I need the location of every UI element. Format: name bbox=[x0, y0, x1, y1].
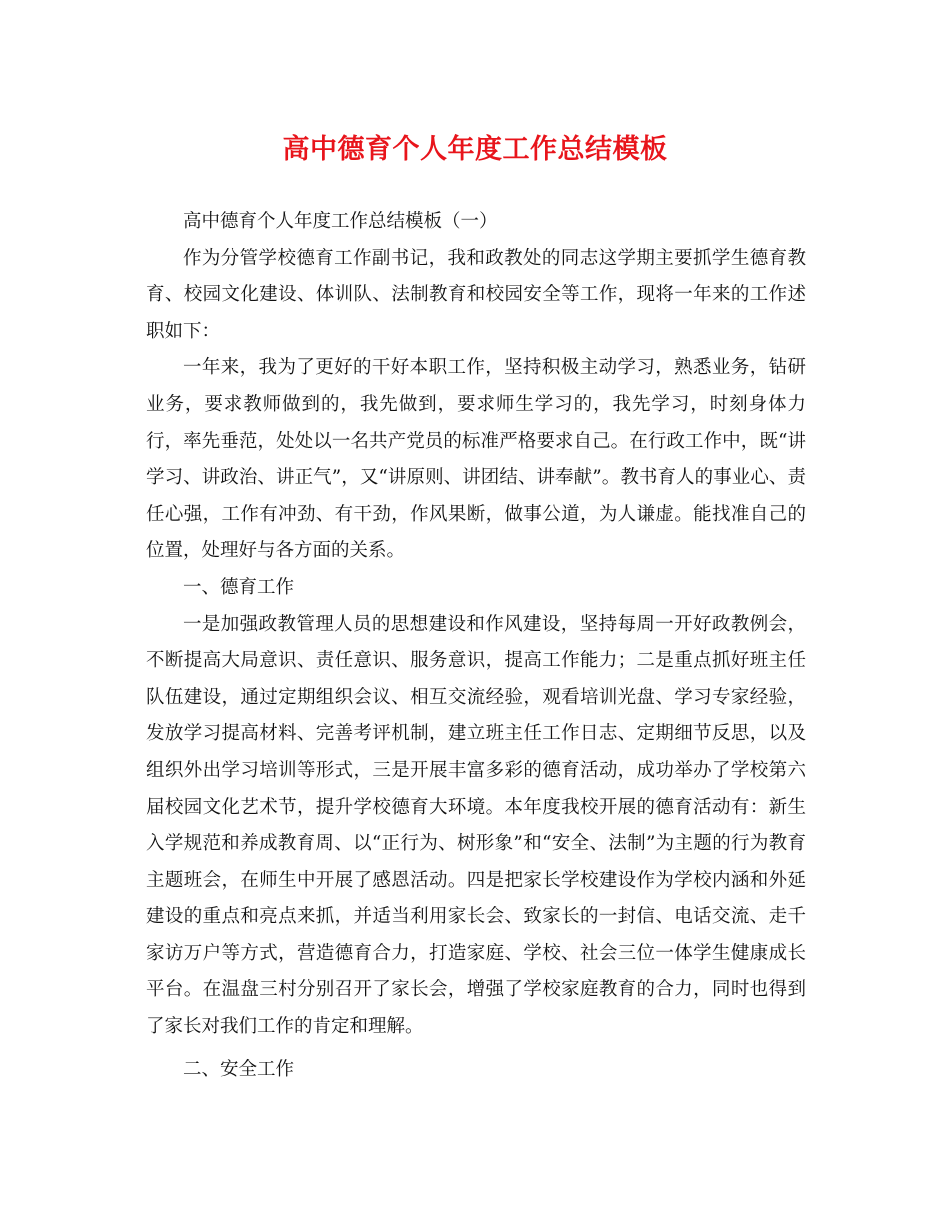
section-heading-moral-education: 一、德育工作 bbox=[183, 576, 295, 598]
subtitle-paragraph: 高中德育个人年度工作总结模板（一） bbox=[183, 211, 498, 232]
document-body bbox=[146, 204, 806, 1088]
document-title: 高中德育个人年度工作总结模板 bbox=[282, 134, 668, 165]
section-heading-safety: 二、安全工作 bbox=[183, 1058, 295, 1080]
moral-education-paragraph: 一是加强政教管理人员的思想建设和作风建设，坚持每周一开好政教例会，不断提高大局意识、责任意识、服务意识，提高工作能力；二是重点抓好班主任队伍建设，通过定期组织会议、相互交流经验，观看培训光盘、学习专家经验，发放学习提高材料、完善考评机制，建立班主任工作日志、定期细节反思，以及组织外出学习培训等形式，三是开展丰富多彩的德育活动，成功举办了学校第六届校园文化艺术节，提升学校德育大环境。本年度我校开展的德育活动有：新生入学规范和养成教育周、以“正行为、树形象”和“安全、法制”为主题的行为教育主题班会，在师生中开展了感恩活动。四是把家长学校建设作为学校内涵和外延建设的重点和亮点来抓，并适当利用家长会、致家长的一封信、电话交流、走千家访万户等方式，营造德育合力，打造家庭、学校、社会三位一体学生健康成长平台。在温盘三村分别召开了家长会，增强了学校家庭教育的合力，同时也得到了家长对我们工作的肯定和理解。 bbox=[146, 613, 806, 1038]
intro-paragraph: 作为分管学校德育工作副书记，我和政教处的同志这学期主要抓学生德育教育、校园文化建设、体训队、法制教育和校园安全等工作，现将一年来的工作述职如下： bbox=[146, 247, 806, 342]
summary-paragraph: 一年来，我为了更好的干好本职工作，坚持积极主动学习，熟悉业务，钻研业务，要求教师做到的，我先做到，要求师生学习的，我先学习，时刻身体力行，率先垂范，处处以一名共产党员的标准严格要求自己。在行政工作中，既“讲学习、讲政治、讲正气”，又“讲原则、讲团结、讲奉献”。教书育人的事业心、责任心强，工作有冲劲、有干劲，作风果断，做事公道，为人谦虚。能找准自己的位置，处理好与各方面的关系。 bbox=[146, 357, 806, 562]
